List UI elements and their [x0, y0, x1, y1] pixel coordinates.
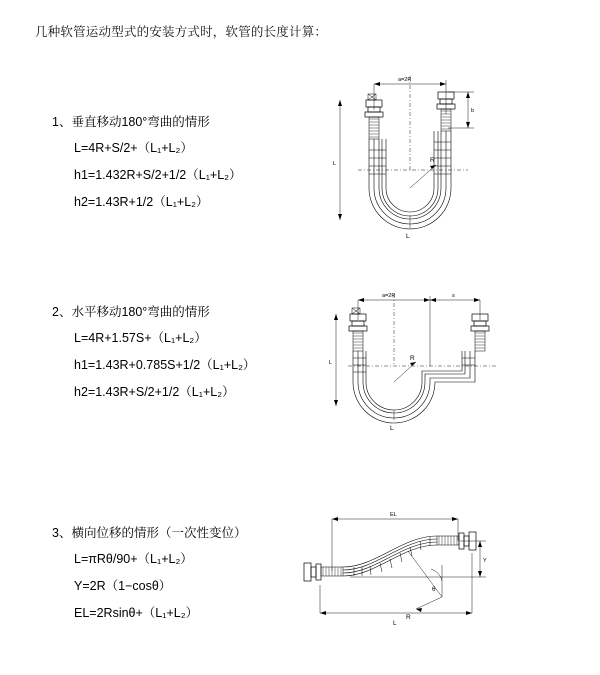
section-2-formula-2: h1=1.43R+0.785S+1/2（L₁+L₂）	[74, 358, 256, 372]
section-1-index: 1、	[52, 115, 72, 129]
section-1-text	[52, 112, 302, 219]
section-3-index: 3、	[52, 526, 72, 540]
svg-text:L: L	[333, 161, 337, 167]
section-2-title-line	[52, 302, 302, 320]
section-2-formula-3: h2=1.43R+S/2+1/2（L₁+L₂）	[74, 385, 235, 399]
section-1-title-line	[52, 112, 302, 130]
section-1-title: 垂直移动180°弯曲的情形	[71, 115, 210, 129]
section-3-title: 横向位移的情形（一次性变位）	[71, 526, 247, 540]
svg-text:θ: θ	[432, 586, 436, 593]
section-1-formula-3: h2=1.43R+1/2（L₁+L₂）	[74, 195, 209, 209]
svg-text:L: L	[393, 620, 397, 627]
section-2-index: 2、	[52, 305, 72, 319]
section-3-formula-3: EL=2Rsinθ+（L₁+L₂）	[74, 606, 199, 620]
svg-text:EL: EL	[390, 512, 397, 518]
section-2-title: 水平移动180°弯曲的情形	[71, 305, 210, 319]
section-3-formula-1: L=πRθ/90+（L₁+L₂）	[74, 552, 193, 566]
section-1-formula-2: h1=1.432R+S/2+1/2（L₁+L₂）	[74, 168, 242, 182]
svg-text:L: L	[390, 425, 394, 432]
section-3-title-line	[52, 523, 302, 541]
svg-text:b: b	[471, 108, 475, 114]
svg-text:R: R	[406, 614, 411, 621]
svg-text:R: R	[410, 355, 415, 362]
section-2-text	[52, 302, 302, 409]
svg-text:a=2R: a=2R	[398, 77, 412, 83]
section-1-formula-1: L=4R+S/2+（L₁+L₂）	[74, 141, 193, 155]
vertical-180-bend-diagram	[318, 70, 518, 260]
lateral-offset-diagram	[290, 505, 500, 635]
svg-text:L: L	[406, 233, 410, 240]
svg-text:R: R	[430, 157, 435, 164]
section-2-formula-1: L=4R+1.57S+（L₁+L₂）	[74, 331, 207, 345]
page-title: 几种软管运动型式的安装方式时，软管的长度计算：	[35, 25, 328, 39]
svg-text:L: L	[329, 360, 333, 366]
svg-text:a=2R: a=2R	[382, 293, 396, 299]
section-3-formula-2: Y=2R（1−cosθ）	[74, 579, 172, 593]
section-3-text	[52, 523, 302, 630]
horizontal-180-bend-diagram	[318, 286, 518, 446]
svg-text:Y: Y	[483, 558, 487, 564]
svg-text:s: s	[452, 293, 455, 299]
